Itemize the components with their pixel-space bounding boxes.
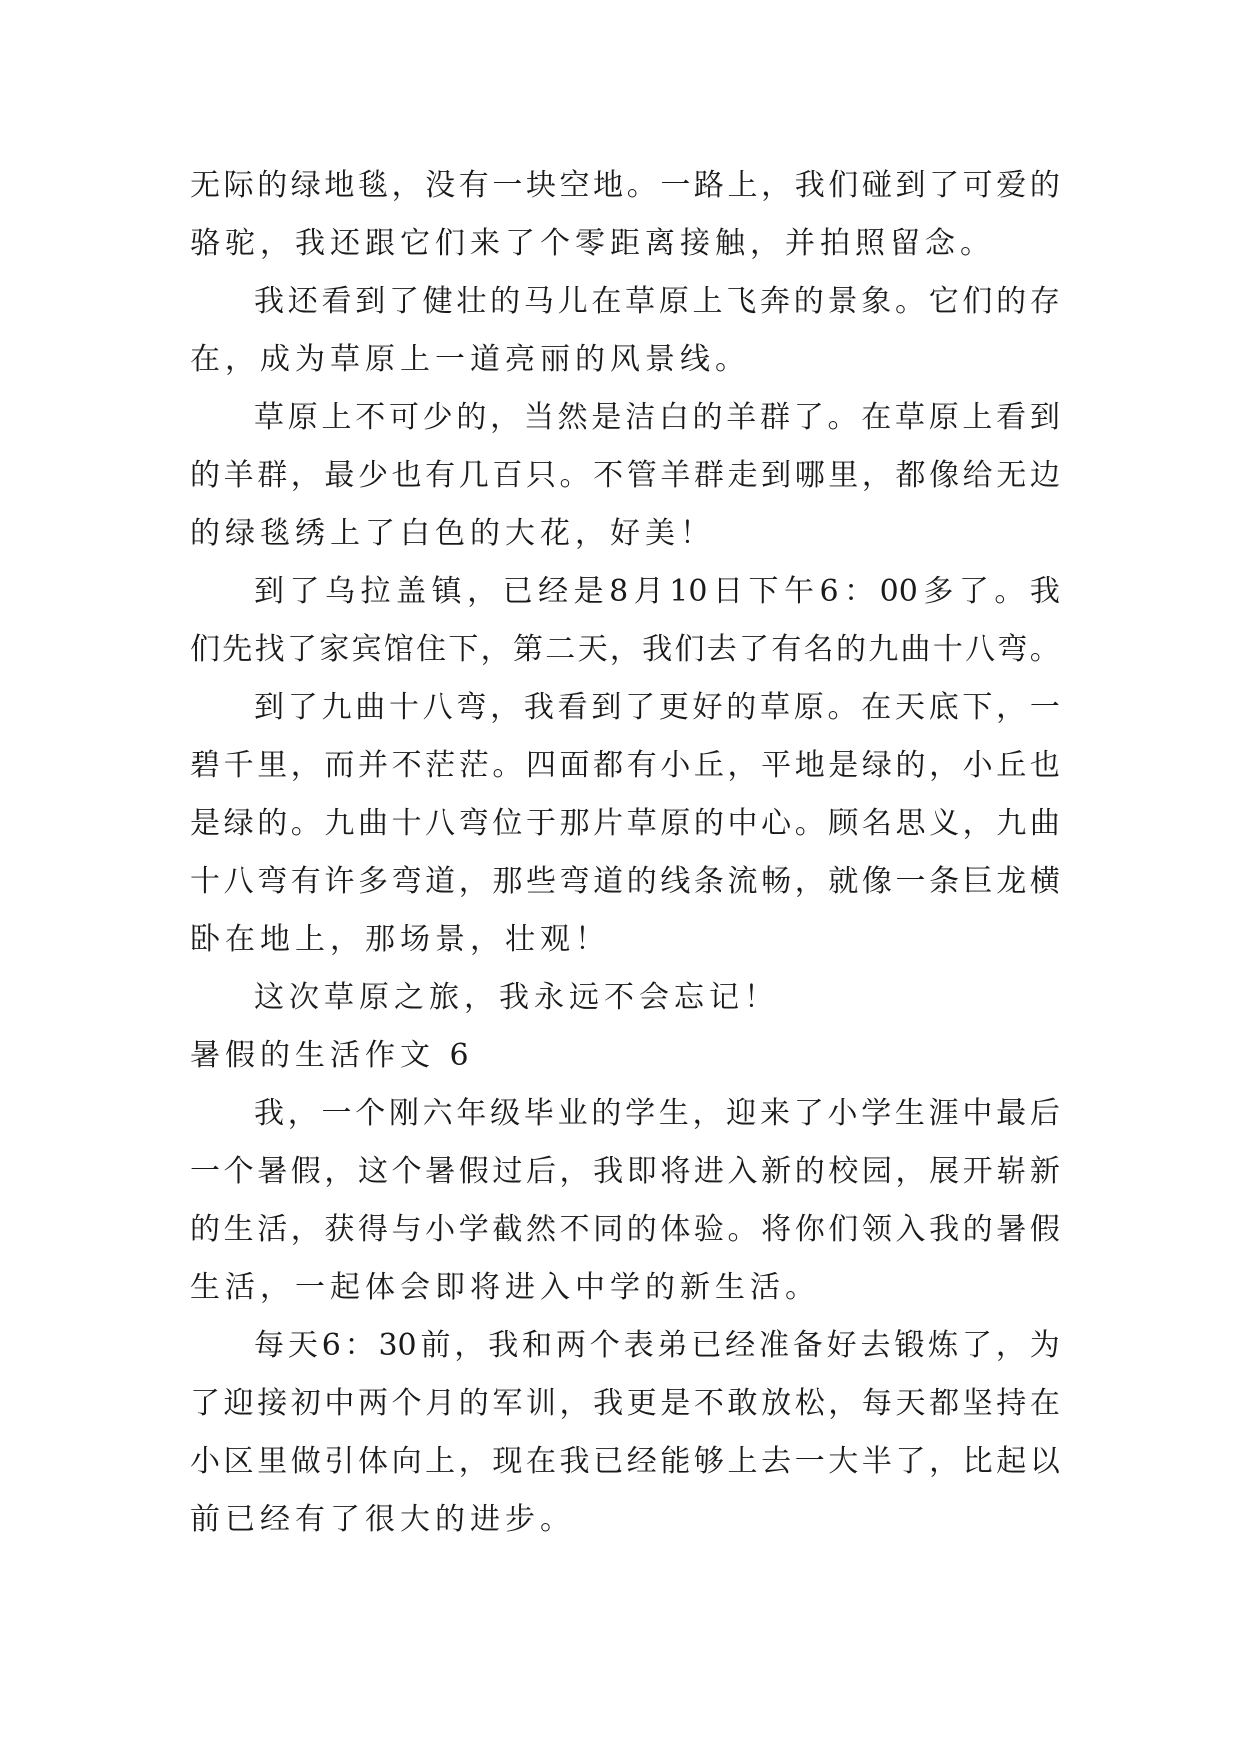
paragraph-first-line: 到 了 乌 拉 盖 镇 ， 已 经 是 8 月 10 日 下 午 6 ： 00 多 了 。 我 — [254, 574, 1060, 609]
text-line: 暑假的生活作文 6 — [190, 1038, 474, 1073]
text-line: 小 区 里 做 引 体 向 上 ， 现 在 我 已 经 能 够 上 去 一 大 半 了 ， 比 起 以 — [190, 1444, 1060, 1479]
text-line: 的绿毯绣上了白色的大花，好美！ — [190, 516, 715, 551]
paragraph-first-line: 到 了 九 曲 十 八 弯 ， 我 看 到 了 更 好 的 草 原 。 在 天 底 下 ， 一 — [254, 690, 1060, 725]
text-line: 们 先 找 了 家 宾 馆 住 下 ， 第 二 天 ， 我 们 去 了 有 名 的 九 曲 十 八 弯 。 — [190, 632, 1060, 667]
paragraph-first-line: 我 还 看 到 了 健 壮 的 马 儿 在 草 原 上 飞 奔 的 景 象 。 它 们 的 存 — [254, 284, 1060, 319]
text-line: 十 八 弯 有 许 多 弯 道 ， 那 些 弯 道 的 线 条 流 畅 ， 就 像 一 条 巨 龙 横 — [190, 864, 1060, 899]
paragraph-first-line: 我 ， 一 个 刚 六 年 级 毕 业 的 学 生 ， 迎 来 了 小 学 生 涯 中 最 后 — [254, 1096, 1060, 1131]
document-body — [190, 157, 1060, 1549]
text-line: 是 绿 的 。 九 曲 十 八 弯 位 于 那 片 草 原 的 中 心 。 顾 名 思 义 ， 九 曲 — [190, 806, 1060, 841]
text-line: 的 羊 群 ， 最 少 也 有 几 百 只 。 不 管 羊 群 走 到 哪 里 ， 都 像 给 无 边 — [190, 458, 1060, 493]
text-line: 在，成为草原上一道亮丽的风景线。 — [190, 342, 750, 377]
text-line: 的 生 活 ， 获 得 与 小 学 截 然 不 同 的 体 验 。 将 你 们 领 入 我 的 暑 假 — [190, 1212, 1060, 1247]
text-line: 前已经有了很大的进步。 — [190, 1502, 575, 1537]
paragraph-first-line: 这次草原之旅，我永远不会忘记！ — [254, 980, 779, 1015]
text-line: 了 迎 接 初 中 两 个 月 的 军 训 ， 我 更 是 不 敢 放 松 ， 每 天 都 坚 持 在 — [190, 1386, 1060, 1421]
text-line: 卧在地上，那场景，壮观！ — [190, 922, 610, 957]
text-line: 生活，一起体会即将进入中学的新生活。 — [190, 1270, 820, 1305]
text-line: 一 个 暑 假 ， 这 个 暑 假 过 后 ， 我 即 将 进 入 新 的 校 园 ， 展 开 崭 新 — [190, 1154, 1060, 1189]
paragraph-first-line: 草 原 上 不 可 少 的 ， 当 然 是 洁 白 的 羊 群 了 。 在 草 原 上 看 到 — [254, 400, 1060, 435]
paragraph-first-line: 每 天 6 ： 30 前 ， 我 和 两 个 表 弟 已 经 准 备 好 去 锻 炼 了 ， 为 — [254, 1328, 1060, 1363]
text-line: 无 际 的 绿 地 毯 ， 没 有 一 块 空 地 。 一 路 上 ， 我 们 碰 到 了 可 爱 的 — [190, 168, 1060, 203]
text-line: 骆驼，我还跟它们来了个零距离接触，并拍照留念。 — [190, 226, 995, 261]
text-line: 碧 千 里 ， 而 并 不 茫 茫 。 四 面 都 有 小 丘 ， 平 地 是 绿 的 ， 小 丘 也 — [190, 748, 1060, 783]
